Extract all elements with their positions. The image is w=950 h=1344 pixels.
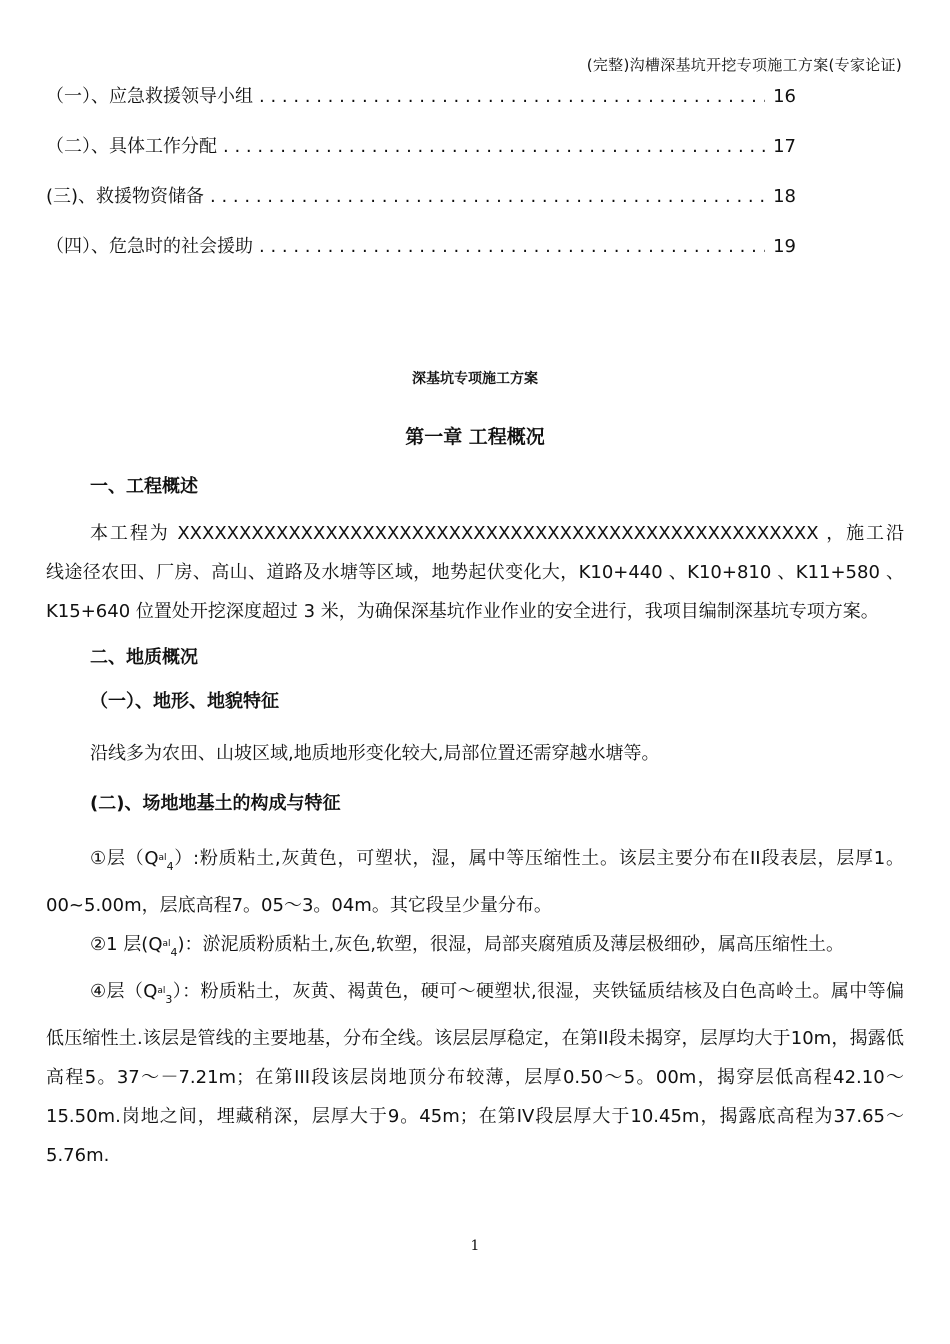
section-heading-overview: 一、工程概述 — [90, 476, 198, 497]
document-subtitle: 深基坑专项施工方案 — [412, 371, 538, 387]
toc-dot-leader — [210, 186, 765, 207]
terrain-description: 沿线多为农田、山坡区域,地质地形变化较大,局部位置还需穿越水塘等。 — [90, 743, 660, 764]
page-number: 1 — [470, 1238, 480, 1254]
table-of-contents — [46, 82, 796, 282]
chapter-title: 第一章 工程概况 — [405, 426, 545, 448]
toc-entry[interactable] — [46, 132, 796, 182]
toc-entry-label: （一）、应急救援领导小组 — [46, 86, 253, 107]
section-heading-geology: 二、地质概况 — [90, 647, 198, 668]
toc-dot-leader — [223, 136, 765, 157]
soil-layer-1-paragraph: ①层$(Q^{al}_4)$:粉质粘土,灰黄色，可塑状，湿，属中等压缩性土。该层主要分布在II段表层，层厚1。00~5.00m，层底高程7。05～3。04m。其它段呈少量分布。 — [46, 848, 904, 916]
toc-entry[interactable] — [46, 182, 796, 232]
toc-entry-page: 16 — [773, 86, 796, 107]
toc-dot-leader — [259, 86, 765, 107]
toc-entry-label: （二）、具体工作分配 — [46, 136, 217, 157]
project-overview-paragraph: 本工程为 XXXXXXXXXXXXXXXXXXXXXXXXXXXXXXXXXXXXXXXXXXXXXXXXXXXX ，施工沿线途径农田、厂房、高山、道路及水塘等区域，地势起伏变化大，K10+440 、K10+810 、K11+580 、K15+640 位置处开挖深度超过 3 米，为确保深基坑作业作业的安全进行，我项目编制深基坑专项方案。 — [46, 523, 904, 622]
toc-dot-leader — [259, 236, 765, 257]
soil-layer-4-paragraph: ④层$(Q^{al}_3)$：粉质粘土，灰黄、褐黄色，硬可～硬塑状,很湿，夹铁锰质结核及白色高岭土。属中等偏低压缩性土.该层是管线的主要地基，分布全线。该层层厚稳定，在第II段未揭穿，层厚均大于10m，揭露低高程5。37～－7.21m；在第III段该层岗地顶分布较薄，层厚0.50～5。00m，揭穿层低高程42.10～15.50m.岗地之间，埋藏稍深，层厚大于9。45m；在第IV段层厚大于10.45m，揭露底高程为37.65～5.76m. — [46, 981, 905, 1166]
soil-layer-2-paragraph: ②1 层$(Q^{al}_4)$：淤泥质粉质粘土,灰色,软塑，很湿，局部夹腐殖质及薄层极细砂，属高压缩性土。 — [90, 934, 844, 959]
toc-entry-page: 18 — [773, 186, 796, 207]
document-header-title: (完整)沟槽深基坑开挖专项施工方案(专家论证) — [586, 56, 902, 74]
document-body — [46, 470, 904, 1175]
toc-entry-label: (三)、救援物资储备 — [46, 186, 205, 207]
toc-entry[interactable] — [46, 82, 796, 132]
toc-entry-page: 19 — [773, 236, 796, 257]
subsection-heading-terrain: （一）、地形、地貌特征 — [90, 691, 279, 712]
subsection-heading-soil: (二)、场地地基土的构成与特征 — [90, 793, 341, 814]
toc-entry-page: 17 — [773, 136, 796, 157]
toc-entry-label: （四）、危急时的社会援助 — [46, 236, 253, 257]
toc-entry[interactable] — [46, 232, 796, 282]
